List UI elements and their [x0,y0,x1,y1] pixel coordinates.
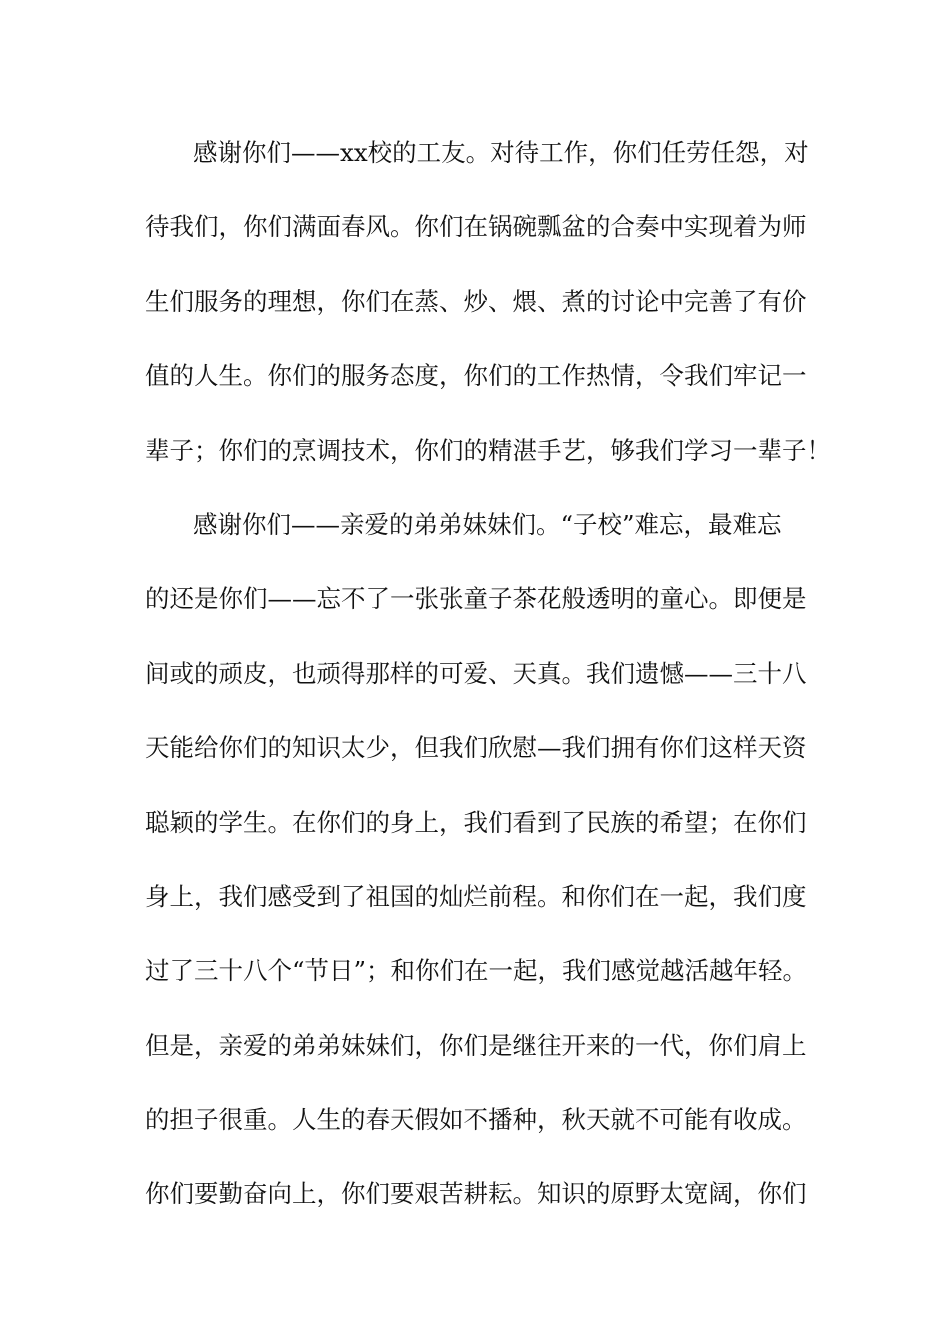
paragraph-line: 的担子很重。人生的春天假如不播种，秋天就不可能有收成。 [145,1105,807,1135]
paragraph-line: 待我们，你们满面春风。你们在锅碗瓢盆的合奏中实现着为师 [145,212,807,242]
paragraph-line: 间或的顽皮，也顽得那样的可爱、天真。我们遗憾——三十八 [145,658,807,688]
paragraph-line: 值的人生。你们的服务态度，你们的工作热情，令我们牢记一 [145,361,807,391]
paragraph-line: 感谢你们——亲爱的弟弟妹妹们。“子校”难忘，最难忘 [193,509,782,539]
paragraph-line: 身上，我们感受到了祖国的灿烂前程。和你们在一起，我们度 [145,881,807,911]
document-text [145,128,831,1244]
paragraph-line: 聪颖的学生。在你们的身上，我们看到了民族的希望；在你们 [145,807,807,837]
paragraph-line: 但是，亲爱的弟弟妹妹们，你们是继往开来的一代，你们肩上 [145,1030,807,1060]
paragraph-line: 感谢你们——xx校的工友。对待工作，你们任劳任怨，对 [193,138,809,167]
paragraph-line: 你们要勤奋向上，你们要艰苦耕耘。知识的原野太宽阔，你们 [145,1179,807,1209]
paragraph-line: 生们服务的理想，你们在蒸、炒、煨、煮的讨论中完善了有价 [145,286,807,316]
paragraph-line: 的还是你们——忘不了一张张童子茶花般透明的童心。即便是 [145,584,807,614]
paragraph-line: 辈子；你们的烹调技术，你们的精湛手艺，够我们学习一辈子！ [145,435,831,465]
paragraph-line: 天能给你们的知识太少，但我们欣慰—我们拥有你们这样天资 [145,733,807,763]
paragraph-line: 过了三十八个“节日”；和你们在一起，我们感觉越活越年轻。 [145,956,808,986]
